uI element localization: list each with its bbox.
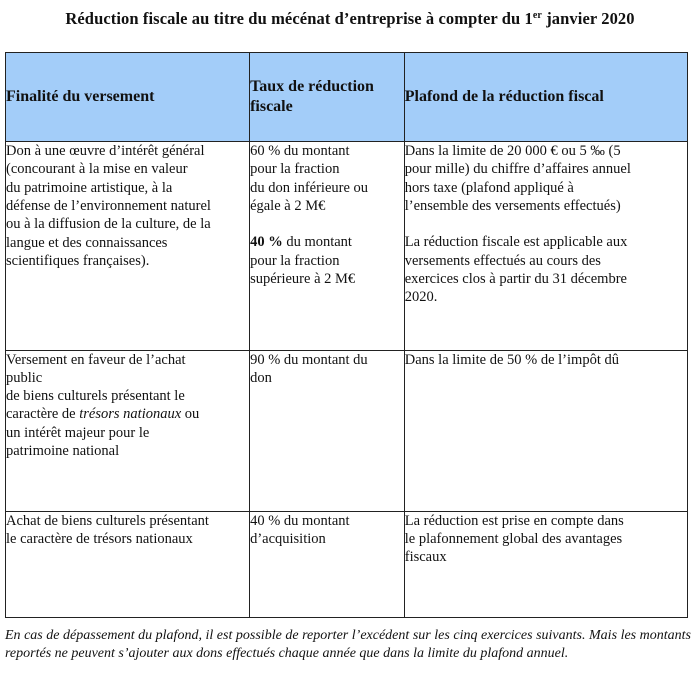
text-line: le caractère de trésors nationaux (6, 531, 193, 548)
footnote: En cas de dépassement du plafond, il est possible de reporter l’excédent sur les cinq exercices suivants. Mais les montants reportés ne peuvent s’ajouter aux dons effectués chaque année que dans la limite du plafond annuel. (5, 628, 691, 662)
row2-rate (250, 350, 405, 511)
table-row (6, 142, 688, 350)
text-line: 60 % du montant (250, 143, 350, 160)
text-line: défense de l’environnement naturel (6, 198, 211, 215)
title-sup: er (532, 10, 542, 21)
text-line: du don inférieure ou (250, 179, 369, 196)
text-line: Achat de biens culturels présentant (6, 512, 209, 529)
row3-ceiling (404, 511, 687, 617)
text-line: égale à 2 M€ (250, 198, 326, 215)
row2-ceiling (404, 350, 687, 511)
tax-reduction-table (5, 52, 688, 618)
row1-purpose (6, 142, 250, 350)
text-line: pour la fraction (250, 161, 340, 178)
text-fragment: ou (181, 406, 200, 423)
text-line: 40 % du montant (250, 512, 350, 529)
row3-purpose (6, 511, 250, 617)
text-line: un intérêt majeur pour le (6, 424, 150, 441)
text-line: scientifiques françaises). (6, 252, 150, 269)
text-line: Dans la limite de 20 000 € ou 5 ‰ (5 (404, 143, 621, 160)
text-line: public (6, 369, 43, 386)
ceiling-applicability (405, 233, 687, 306)
text-line: l’ensemble des versements effectués) (404, 198, 621, 215)
text-line: La réduction est prise en compte dans (404, 512, 624, 529)
text-line: patrimoine national (6, 443, 120, 459)
text-line: don (250, 369, 272, 386)
row3-rate (250, 511, 405, 617)
text-line: du patrimoine artistique, à la (6, 179, 173, 196)
table-row (6, 350, 688, 511)
text-line: fiscaux (404, 549, 447, 566)
header-rate: Taux de réduction fiscale (250, 53, 405, 142)
title-end: janvier 2020 (541, 9, 635, 28)
text-line: langue et des connaissances (6, 234, 168, 251)
text-line: pour mille) du chiffre d’affaires annuel (404, 161, 631, 178)
rate-above-2m (250, 233, 404, 288)
text-line (6, 405, 249, 423)
text-line: versements effectués au cours des (404, 252, 601, 269)
text-line: La réduction fiscale est applicable aux (404, 234, 628, 251)
table-header-row (6, 53, 688, 142)
italic-term: trésors nationaux (79, 406, 182, 423)
ceiling-limit (405, 142, 687, 215)
table-row (6, 511, 688, 617)
title-main: Réduction fiscale au titre du mécénat d’entreprise à compter du 1 (65, 9, 533, 28)
text-line: 2020. (404, 289, 438, 306)
rate-below-2m (250, 142, 404, 215)
text-line: le plafonnement global des avantages (404, 531, 623, 548)
row1-ceiling (404, 142, 687, 350)
text-line: ou à la diffusion de la culture, de la (6, 216, 211, 233)
header-ceiling: Plafond de la réduction fiscal (404, 53, 687, 142)
text-line: d’acquisition (250, 531, 326, 548)
rate-bold: 40 % (250, 234, 283, 251)
header-purpose: Finalité du versement (6, 53, 250, 142)
text-line: supérieure à 2 M€ (250, 270, 356, 287)
text-line: Dans la limite de 50 % de l’impôt dû (404, 351, 619, 368)
text-line: hors taxe (plafond appliqué à (404, 179, 574, 196)
text-line: Don à une œuvre d’intérêt général (6, 143, 205, 160)
text-line: 90 % du montant du (250, 351, 368, 368)
text-fragment: du montant (282, 234, 352, 251)
text-fragment: caractère de (6, 406, 80, 423)
text-line: de biens culturels présentant le (6, 388, 185, 405)
row1-rate (250, 142, 405, 350)
text-line: exercices clos à partir du 31 décembre (404, 270, 627, 287)
row2-purpose (6, 350, 250, 511)
text-line: pour la fraction (250, 252, 340, 269)
text-line (250, 233, 404, 251)
text-line: Versement en faveur de l’achat (6, 351, 186, 368)
document-title (0, 9, 700, 29)
text-line: (concourant à la mise en valeur (6, 161, 188, 178)
